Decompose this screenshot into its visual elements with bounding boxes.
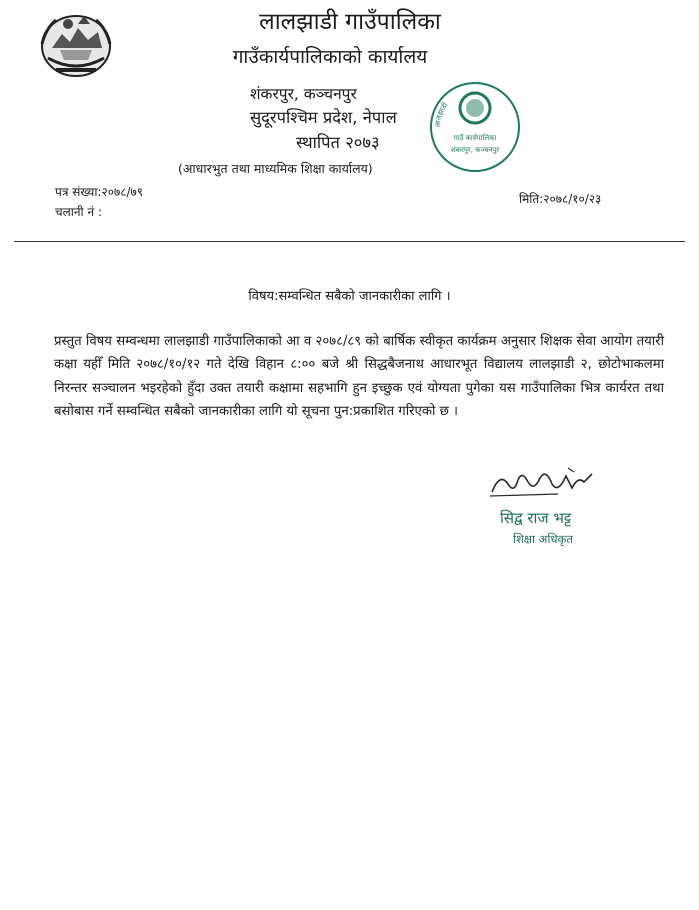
header-line-4: सुदूरपश्चिम प्रदेश, नेपाल [250,108,397,127]
letter-date: मिति:२०७८/१०/२३ [519,192,602,206]
header-line-2: गाउँकार्यपालिकाको कार्यालय [232,46,428,68]
signature-scribble-icon [488,462,596,502]
seal-text-top: लालझाडी [433,101,450,128]
reference-number: पत्र संख्या:२०७८/७९ [55,185,143,199]
signatory-title: शिक्षा अधिकृत [513,532,573,546]
header-line-1: लालझाडी गाउँपालिका [259,9,441,35]
header-line-5: स्थापित २०७३ [296,133,380,152]
dispatch-number: चलानी नं : [55,205,102,219]
signatory-name: सिद्व राज भट्ट [500,509,572,527]
letter-body: प्रस्तुत विषय सम्वन्धमा लालझाडी गाउँपालिकाको आ व २०७८/८९ को बार्षिक स्वीकृत कार्यक्रम अनुसार शिक्षक सेवा आयोग तयारी कक्षा यहीँ मिति २०७८/१०/१२ गते देखि विहान ८:०० बजे श्री सिद्धबैजनाथ आधारभूत विद्यालय लालझाडी २, छोटोभाकलमा निरन्तर सञ्चालन भइरहेको हुँदा उक्त तयारी कक्षामा सहभागि हुन इच्छुक एवं योग्यता पुगेका यस गाउँपालिका भित्र कार्यरत तथा बसोबास गर्ने सम्वन्धित सबैको जानकारीका लागि यो सूचना पुन:प्रकाशित गरिएको छ । [54,334,664,419]
header-line-6: (आधारभुत तथा माध्यमिक शिक्षा कार्यालय) [178,161,373,176]
subject-line: विषय:सम्वन्धित सबैको जानकारीका लागि । [248,289,451,304]
seal-text-mid: गाउँ कार्यपालिका [453,134,497,142]
seal-text-bottom: शंकरपुर, कञ्चनपुर [450,146,500,154]
header-divider [14,241,685,242]
nepal-emblem-icon [38,8,114,80]
header-line-3: शंकरपुर, कञ्चनपुर [250,85,357,103]
municipal-seal-icon [426,78,524,176]
